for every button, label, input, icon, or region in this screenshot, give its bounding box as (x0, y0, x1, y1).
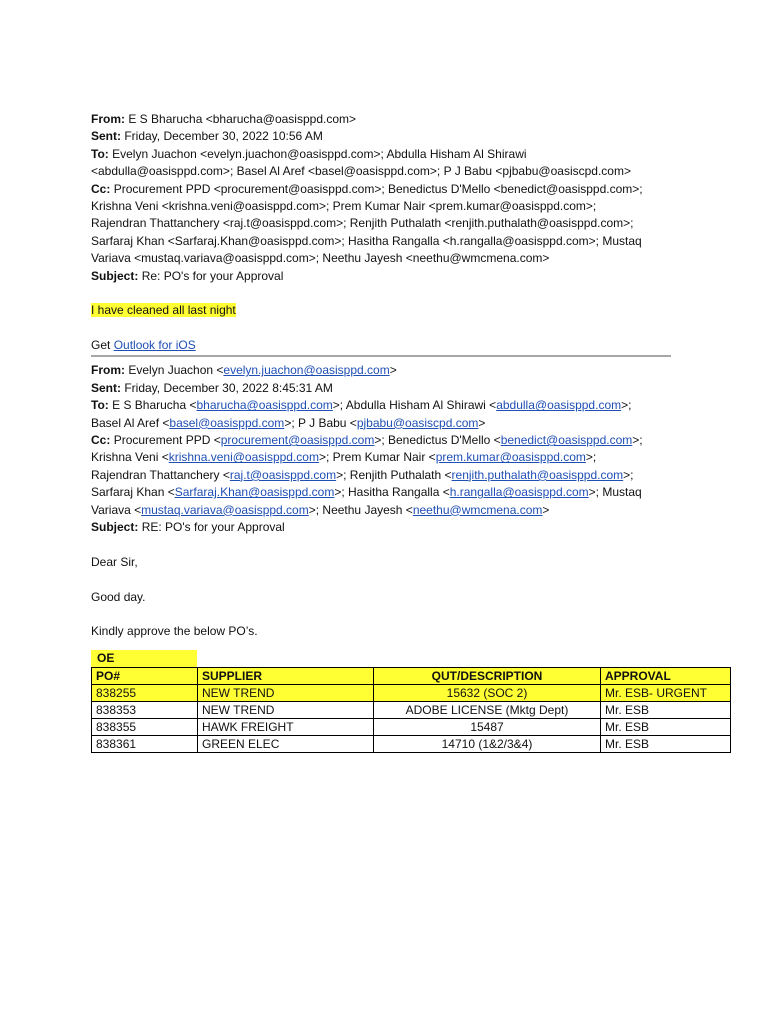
reply-cc-line-cont: Krishna Veni <krishna.veni@oasisppd.com>; Prem Kumar Nair <prem.kumar@oasisppd.com>; (91, 198, 597, 213)
subject-value: RE: PO's for your Approval (141, 519, 285, 534)
po-number: 838361 (92, 736, 198, 753)
description: 14710 (1&2/3&4) (374, 736, 601, 753)
email-link[interactable]: pjbabu@oasiscpd.com (356, 415, 479, 430)
from-label: From: (91, 363, 125, 378)
orig-cc-line-cont: Rajendran Thattanchery <raj.t@oasisppd.com>; Renjith Puthalath <renjith.puthalath@oasisppd.com>; (91, 467, 634, 482)
orig-cc-line-cont: Sarfaraj Khan <Sarfaraj.Khan@oasisppd.com>; Hasitha Rangalla <h.rangalla@oasisppd.com>; Mustaq (91, 485, 642, 500)
sent-label: Sent: (91, 380, 121, 395)
orig-to-line: To: E S Bharucha <bharucha@oasisppd.com>; Abdulla Hisham Al Shirawi <abdulla@oasisppd.com>; (91, 398, 632, 413)
cc-label: Cc: (91, 433, 111, 448)
sent-label: Sent: (91, 129, 121, 144)
orig-to-line-cont: Basel Al Aref <basel@oasisppd.com>; P J Babu <pjbabu@oasiscpd.com> (91, 415, 486, 430)
approval: Mr. ESB (601, 702, 731, 719)
email-link[interactable]: renjith.puthalath@oasisppd.com (451, 467, 624, 482)
col-approval: APPROVAL (601, 668, 731, 685)
oe-label-row (91, 650, 741, 667)
email-link[interactable]: mustaq.variava@oasisppd.com (141, 502, 309, 517)
from-label: From: (91, 112, 125, 126)
reply-to-line-cont: <abdulla@oasisppd.com>; Basel Al Aref <basel@oasisppd.com>; P J Babu <pjbabu@oasiscpd.com> (91, 164, 631, 179)
separator-rule (91, 355, 671, 357)
email-document (91, 111, 741, 753)
subject-value: Re: PO's for your Approval (141, 268, 284, 283)
email-link[interactable]: evelyn.juachon@oasisppd.com (223, 363, 390, 378)
email-link[interactable]: Sarfaraj.Khan@oasisppd.com (174, 485, 335, 500)
to-label: To: (91, 146, 109, 161)
from-value: E S Bharucha <bharucha@oasisppd.com> (128, 112, 356, 126)
orig-cc-line: Cc: Procurement PPD <procurement@oasisppd.com>; Benedictus D'Mello <benedict@oasisppd.com>; (91, 433, 643, 448)
oe-label: OE (91, 650, 197, 667)
signature-line (91, 337, 741, 354)
email-link[interactable]: benedict@oasisppd.com (500, 433, 633, 448)
description: ADOBE LICENSE (Mktg Dept) (374, 702, 601, 719)
reply-body (91, 302, 741, 319)
reply-cc-line-cont: Sarfaraj Khan <Sarfaraj.Khan@oasisppd.com>; Hasitha Rangalla <h.rangalla@oasisppd.com>; Mustaq (91, 233, 642, 248)
description: 15632 (SOC 2) (374, 685, 601, 702)
email-link[interactable]: neethu@wmcmena.com (412, 502, 543, 517)
po-table (91, 667, 731, 753)
to-value: Evelyn Juachon <evelyn.juachon@oasisppd.com>; Abdulla Hisham Al Shirawi (112, 146, 527, 161)
description: 15487 (374, 719, 601, 736)
supplier: NEW TREND (198, 685, 374, 702)
get-text: Get (91, 338, 114, 353)
approval: Mr. ESB (601, 736, 731, 753)
table-row (92, 719, 731, 736)
orig-cc-line-cont: Krishna Veni <krishna.veni@oasisppd.com>; Prem Kumar Nair <prem.kumar@oasisppd.com>; (91, 450, 597, 465)
sent-value: Friday, December 30, 2022 10:56 AM (124, 129, 323, 144)
supplier: HAWK FREIGHT (198, 719, 374, 736)
supplier: NEW TREND (198, 702, 374, 719)
col-description: QUT/DESCRIPTION (374, 668, 601, 685)
approval: Mr. ESB- URGENT (601, 685, 731, 702)
approval: Mr. ESB (601, 719, 731, 736)
outlook-ios-link[interactable]: Outlook for iOS (113, 338, 196, 353)
col-supplier: SUPPLIER (198, 668, 374, 685)
orig-cc-line-cont: Variava <mustaq.variava@oasisppd.com>; Neethu Jayesh <neethu@wmcmena.com> (91, 502, 550, 517)
highlighted-message: I have cleaned all last night (91, 303, 236, 318)
reply-to-line (91, 146, 741, 163)
email-link[interactable]: h.rangalla@oasisppd.com (449, 485, 589, 500)
po-number: 838353 (92, 702, 198, 719)
email-link[interactable]: procurement@oasisppd.com (220, 433, 375, 448)
good-day: Good day. (91, 589, 146, 604)
sent-value: Friday, December 30, 2022 8:45:31 AM (124, 380, 333, 395)
to-label: To: (91, 398, 109, 413)
po-number: 838255 (92, 685, 198, 702)
reply-sent-line (91, 128, 741, 145)
orig-sent-line (91, 380, 741, 397)
email-link[interactable]: prem.kumar@oasisppd.com (435, 450, 586, 465)
cc-value: Procurement PPD <procurement@oasisppd.com>; Benedictus D'Mello <benedict@oasisppd.com>; (113, 181, 643, 196)
po-number: 838355 (92, 719, 198, 736)
col-po: PO# (92, 668, 198, 685)
supplier: GREEN ELEC (198, 736, 374, 753)
request-text: Kindly approve the below PO’s. (91, 624, 258, 639)
orig-subject-line (91, 519, 741, 536)
reply-from-line (91, 111, 741, 128)
subject-label: Subject: (91, 519, 139, 534)
table-row (92, 702, 731, 719)
reply-subject-line (91, 268, 741, 285)
cc-label: Cc: (91, 181, 111, 196)
email-link[interactable]: bharucha@oasisppd.com (196, 398, 333, 413)
email-link[interactable]: krishna.veni@oasisppd.com (168, 450, 319, 465)
orig-from-line: From: Evelyn Juachon <evelyn.juachon@oasisppd.com> (91, 363, 397, 378)
reply-cc-line-cont: Rajendran Thattanchery <raj.t@oasisppd.com>; Renjith Puthalath <renjith.puthalath@oasisppd.com>; (91, 216, 634, 231)
subject-label: Subject: (91, 268, 139, 283)
reply-cc-line (91, 181, 741, 198)
email-link[interactable]: raj.t@oasisppd.com (229, 467, 337, 482)
email-link[interactable]: abdulla@oasisppd.com (496, 398, 622, 413)
greeting: Dear Sir, (91, 554, 138, 569)
table-row (92, 685, 731, 702)
email-link[interactable]: basel@oasisppd.com (169, 415, 285, 430)
reply-cc-line-cont: Variava <mustaq.variava@oasisppd.com>; Neethu Jayesh <neethu@wmcmena.com> (91, 251, 550, 266)
table-header-row (92, 668, 731, 685)
table-row (92, 736, 731, 753)
